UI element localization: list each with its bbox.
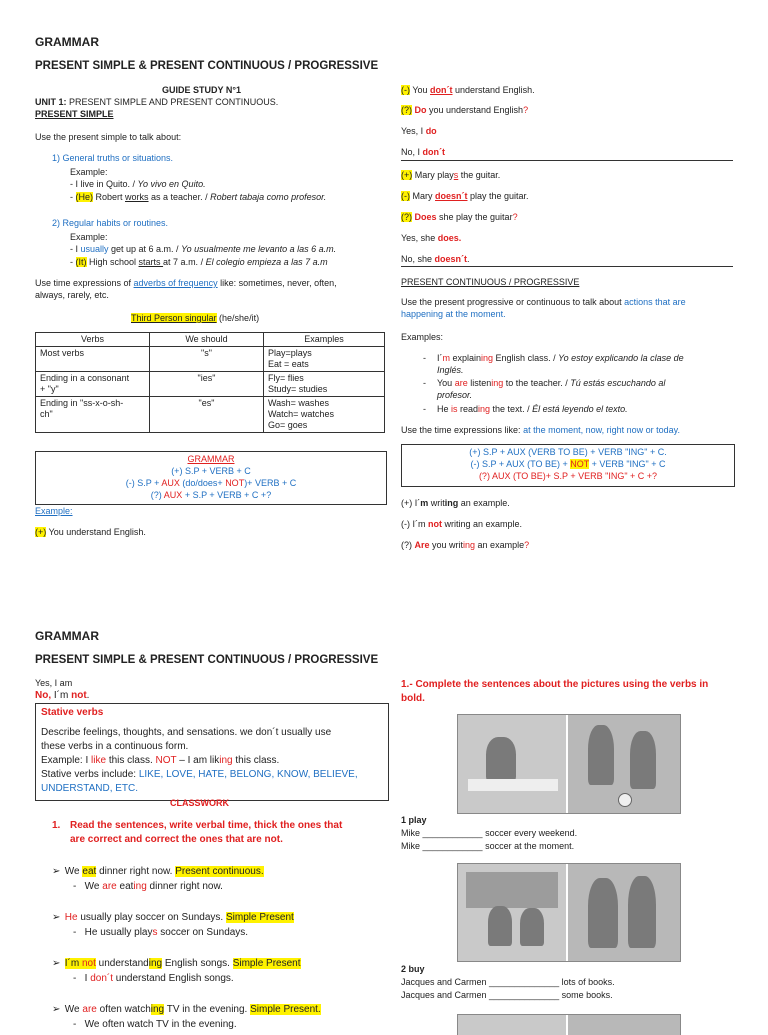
sentence-2: ➢ He usually play soccer on Sundays. Simple Present [52,912,294,923]
time-expressions: Use time expressions of adverbs of frequency like: sometimes, never, often, always, rarely, etc. [35,278,337,300]
progressive-formula-box [401,444,735,487]
table-header-row [36,333,385,347]
table-header: Verbs [36,333,150,347]
stative-example: Example: I like this class. NOT – I am liking this class. [41,755,280,766]
sentence-3-correction: - I don´t understand English songs. [73,973,234,984]
sentence-4-correction: - We often watch TV in the evening. [73,1019,237,1030]
picture-1-mike-playing-soccer [457,714,681,814]
pc-example-3: - He is reading the text. / Él está leyendo el texto. [423,404,628,414]
example-label-1: Example: [70,167,108,177]
yes-i-am: Yes, I am [35,678,73,688]
unit-label: UNIT 1: [35,97,67,107]
short-answer-no: No, I don´t [401,147,446,157]
page-title: PRESENT SIMPLE & PRESENT CONTINUOUS / PROGRESSIVE [35,60,379,72]
person-figure [628,876,656,948]
example-robert: - (He) Robert works as a teacher. / Robert tabaja como profesor. [70,192,327,202]
sentence-3: ➢ I´m not understanding English songs. Simple Present [52,958,301,969]
table-row [36,397,385,433]
table-cell: "ies" [150,372,264,397]
table-cell: Wash= washes Watch= watches Go= goes [264,397,385,433]
divider [401,266,733,267]
table-header: We should [150,333,264,347]
examples-label: Examples: [401,332,444,342]
formula-question: (?) AUX + S.P + VERB + C +? [150,490,272,500]
person-figure [630,731,656,789]
pc-positive-example: (+) I´m writing an example. [401,498,510,508]
stative-description: Describe feelings, thoughts, and sensations. we don´t usually use these verbs in a continuous form. [41,727,332,752]
example-negative: (-) You don´t understand English. [401,85,535,95]
mary-negative: (-) Mary doesn´t play the guitar. [401,191,529,201]
present-continuous-heading: PRESENT CONTINUOUS / PROGRESSIVE [401,277,580,287]
grammar-heading: GRAMMAR [35,629,99,643]
item-regular-habits: 2) Regular habits or routines. [52,218,169,228]
table-cell: Ending in a consonant + "y" [36,372,150,397]
item-general-truths: 1) General truths or situations. [52,153,174,163]
stative-include: Stative verbs include: LIKE, LOVE, HATE, BELONG, KNOW, BELIEVE, UNDERSTAND, ETC. [41,769,358,794]
picture-panel [458,1015,568,1035]
adverbs-of-frequency-link[interactable]: adverbs of frequency [133,278,218,288]
table-cell: Play=plays Eat = eats [264,347,385,372]
example-label-2: Example: [70,232,108,242]
picture-3-partial [457,1014,681,1035]
person-figure [488,906,512,946]
mary-question: (?) Does she play the guitar? [401,212,518,222]
person-figure [588,878,618,948]
desk-shape [468,779,558,791]
mary-no: No, she doesn´t. [401,254,470,264]
classwork-heading: CLASSWORK [170,798,229,808]
question-2-b[interactable]: Jacques and Carmen ______________ some books. [401,990,613,1000]
table-row [36,372,385,397]
formula-negative: (-) S.P + AUX (do/does+ NOT)+ VERB + C [125,478,297,488]
page-2 [0,590,768,1030]
mary-yes: Yes, she does. [401,233,462,243]
question-1-a[interactable]: Mike ____________ soccer every weekend. [401,828,578,838]
formula-positive: (+) S.P + AUX (VERB TO BE) + VERB "ING" + C. [469,447,667,457]
grammar-heading: GRAMMAR [35,35,99,49]
ball-icon [618,793,632,807]
arrow-bullet-icon: ➢ [52,1004,61,1015]
guide-title: GUIDE STUDY N°1 [162,85,241,95]
pc-example-1: - I´m explaining English class. / Yo estoy explicando la clase de Inglés. [423,353,684,375]
table-row [36,347,385,372]
unit-line [35,96,278,108]
stative-title: Stative verbs [41,707,104,718]
sentence-1-correction: - We are eating dinner right now. [73,881,223,892]
third-person-table [35,332,385,433]
arrow-bullet-icon: ➢ [52,912,61,923]
short-answer-yes: Yes, I do [401,126,437,136]
formula-positive: (+) S.P + VERB + C [171,466,251,476]
present-continuous-use: Use the present progressive or continuous to talk about actions that are happening at the moment. [401,297,686,319]
person-figure [588,725,614,785]
divider [401,160,733,161]
example-positive: (+) You understand English. [35,527,146,537]
arrow-bullet-icon: ➢ [52,866,61,877]
arrow-bullet-icon: ➢ [52,958,61,969]
classwork-instruction: 1. Read the sentences, write verbal time, thick the ones that are correct and correct the ones that are not. [52,820,343,845]
no-im-not: No, I´m not. [35,690,90,701]
grammar-formula-box [35,451,387,505]
page-title: PRESENT SIMPLE & PRESENT CONTINUOUS / PROGRESSIVE [35,654,379,666]
pc-time-expressions: Use the time expressions like: at the moment, now, right now or today. [401,425,680,435]
question-2-a[interactable]: Jacques and Carmen ______________ lots of books. [401,977,615,987]
example-high-school: - (It) High school starts at 7 a.m. / El colegio empieza a las 7 a.m [70,257,328,267]
pc-negative-example: (-) I´m not writing an example. [401,519,523,529]
example-question: (?) Do you understand English? [401,105,529,115]
pc-example-2: - You are listening to the teacher. / Tú estás escuchando al profesor. [423,378,666,400]
formula-negative: (-) S.P + AUX (TO BE) + NOT + VERB "ING" + C [470,459,666,469]
formula-question: (?) AUX (TO BE)+ S.P + VERB "ING" + C +? [478,471,658,481]
example-quito: - I live in Quito. / Yo vivo en Quito. [70,179,206,189]
sentence-2-correction: - He usually plays soccer on Sundays. [73,927,249,938]
table-cell: Most verbs [36,347,150,372]
unit-text: PRESENT SIMPLE AND PRESENT CONTINUOUS. [69,97,279,107]
bookshelf-shape [466,872,558,908]
sentence-4: ➢ We are often watching TV in the evening. Simple Present. [52,1004,321,1015]
third-person-heading: Third Person singular (he/she/it) [131,313,260,323]
table-header: Examples [264,333,385,347]
question-1-verb: 1 play [401,815,427,825]
mary-positive: (+) Mary plays the guitar. [401,170,501,180]
stative-verbs-box [35,703,389,801]
question-1-b[interactable]: Mike ____________ soccer at the moment. [401,841,575,851]
present-simple-use: Use the present simple to talk about: [35,132,182,142]
exercise-1-title: 1.- Complete the sentences about the pictures using the verbs in bold. [401,679,709,704]
table-cell: "es" [150,397,264,433]
present-simple-heading: PRESENT SIMPLE [35,109,114,119]
pc-question-example: (?) Are you writing an example? [401,540,530,550]
person-figure [520,908,544,946]
example-get-up: - I usually get up at 6 a.m. / Yo usualmente me levanto a las 6 a.m. [70,244,337,254]
sentence-1: ➢ We eat dinner right now. Present continuous. [52,866,264,877]
person-figure [486,737,516,781]
formula-title: GRAMMAR [187,454,235,464]
picture-2-jacques-carmen-books [457,863,681,962]
question-2-verb: 2 buy [401,964,425,974]
table-cell: Fly= flies Study= studies [264,372,385,397]
table-cell: "s" [150,347,264,372]
example-link[interactable]: Example: [35,506,73,516]
table-cell: Ending in "ss-x-o-sh- ch" [36,397,150,433]
